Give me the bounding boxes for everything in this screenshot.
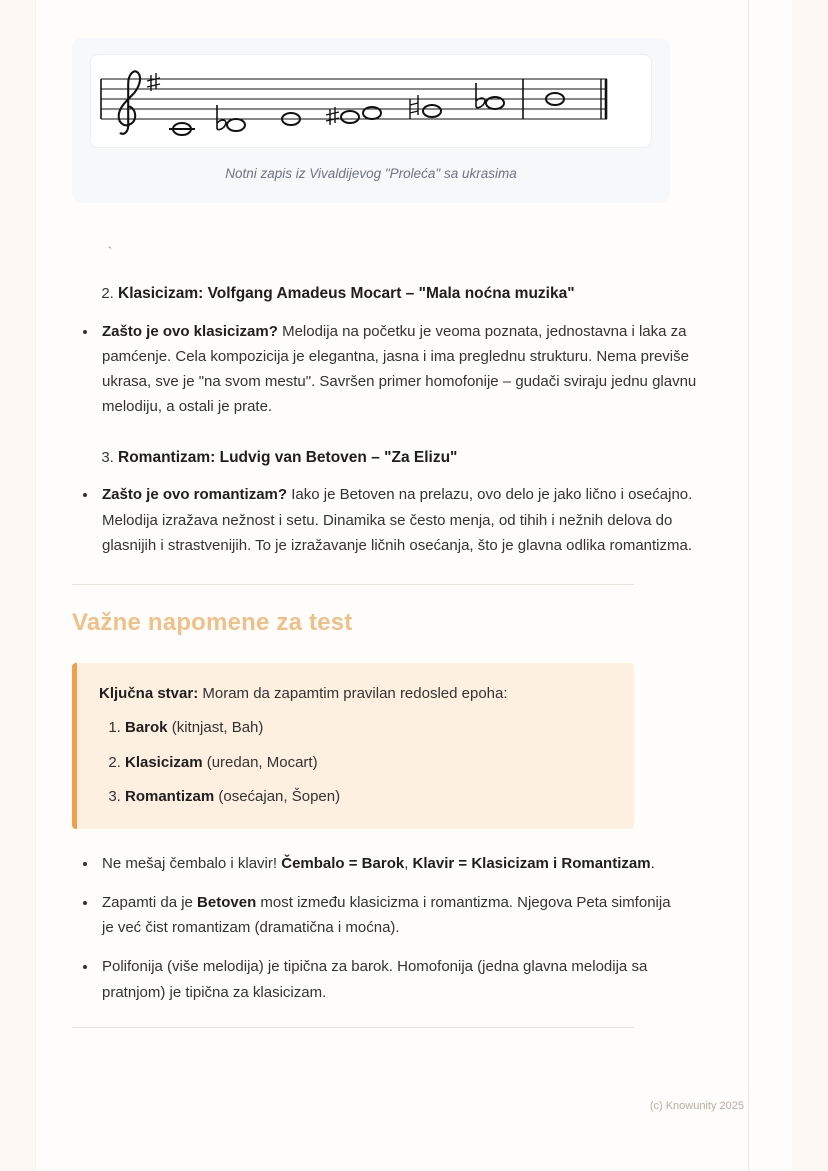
bottom-divider (72, 1027, 634, 1028)
list-item (125, 752, 612, 775)
list-item-heading: Romantizam: Ludvig van Betoven – "Za Elizu" (118, 448, 458, 466)
note-post: . (650, 854, 655, 872)
note-bold-2: Klavir = Klasicizam i Romantizam (412, 854, 651, 872)
composer-list (72, 446, 712, 471)
music-staff-icon (91, 55, 617, 147)
copyright-footer: (c) Knowunity 2025 (649, 1100, 744, 1112)
bullet-text: Melodija na početku je veoma poznata, jednostavna i laka za pamćenje. Cela kompozicija je elegantna, jasna i ima preglednu strukturu. Nema previše ukrasa, sve je "na svom mestu". Savršen primer homofonije – gudači sviraju jednu glavnu melodiju, a ostali je prate. (102, 322, 697, 416)
list-item (125, 786, 612, 809)
callout-lead-bold: Ključna stvar: (99, 684, 199, 702)
document-content (72, 0, 712, 1028)
callout-box (72, 663, 634, 829)
callout-lead-text: Moram da zapamtim pravilan redosled epoha: (198, 684, 508, 702)
sub-list (72, 319, 712, 420)
callout-list (99, 717, 612, 809)
note-pre: Polifonija (više melodija) je tipična za barok. Homofonija (jedna glavna melodija sa pratnjom) je tipična za klasicizam. (102, 958, 648, 1001)
section-divider (72, 584, 634, 585)
score-caption: Notni zapis iz Vivaldijevog "Proleća" sa ukrasima (225, 166, 517, 181)
note-bold-1: Betoven (197, 894, 257, 912)
bullet-bold: Zašto je ovo romantizam? (102, 486, 288, 504)
sharp-sign (147, 73, 160, 91)
bullet-bold: Zašto je ovo klasicizam? (102, 322, 278, 340)
list-item (118, 446, 712, 471)
callout-item-bold: Klasicizam (125, 753, 203, 771)
note-pre: Zapamti da je (102, 894, 198, 912)
document-page (36, 0, 792, 1171)
note-mid: , (404, 854, 413, 872)
list-item (98, 954, 678, 1004)
bullet-text: Iako je Betoven na prelazu, ovo delo je jako lično i osećajno. Melodija izražava nežnost i setu. Dinamika se često menja, od tihih i nežnih delova do glasnijih i strastvenijih. To je izražavanje ličnih osećanja, što je glavna odlika romantizma. (102, 486, 693, 554)
callout-item-text: (kitnjast, Bah) (167, 719, 264, 737)
note-bold-1: Čembalo = Barok (281, 854, 405, 872)
callout-item-bold: Barok (125, 719, 168, 737)
page-right-margin (792, 0, 828, 1171)
page-margin-rule (748, 0, 749, 1171)
list-item (98, 851, 678, 876)
callout-lead (99, 683, 612, 706)
music-score-card (72, 38, 670, 203)
note-pre: Ne mešaj čembalo i klavir! (102, 854, 282, 872)
section-title: Važne napomene za test (72, 608, 353, 636)
callout-item-bold: Romantizam (125, 788, 215, 806)
notes-list (72, 851, 678, 1005)
list-item (118, 282, 712, 307)
stray-backtick: ` (106, 245, 114, 260)
list-item (98, 482, 712, 558)
callout-item-text: (osećajan, Šopen) (214, 788, 341, 806)
callout-item-text: (uredan, Mocart) (202, 753, 318, 771)
sub-list (72, 482, 712, 558)
list-item (98, 319, 712, 420)
list-item (98, 890, 678, 940)
note-post: most između klasicizma i romantizma. Njegova Peta simfonija je već čist romantizam (dramatična i moćna). (102, 894, 671, 937)
music-staff-container (90, 54, 652, 148)
list-item-heading: Klasicizam: Volfgang Amadeus Mocart – "Mala noćna muzika" (118, 285, 575, 302)
composer-list (72, 282, 712, 307)
list-item (125, 717, 612, 740)
